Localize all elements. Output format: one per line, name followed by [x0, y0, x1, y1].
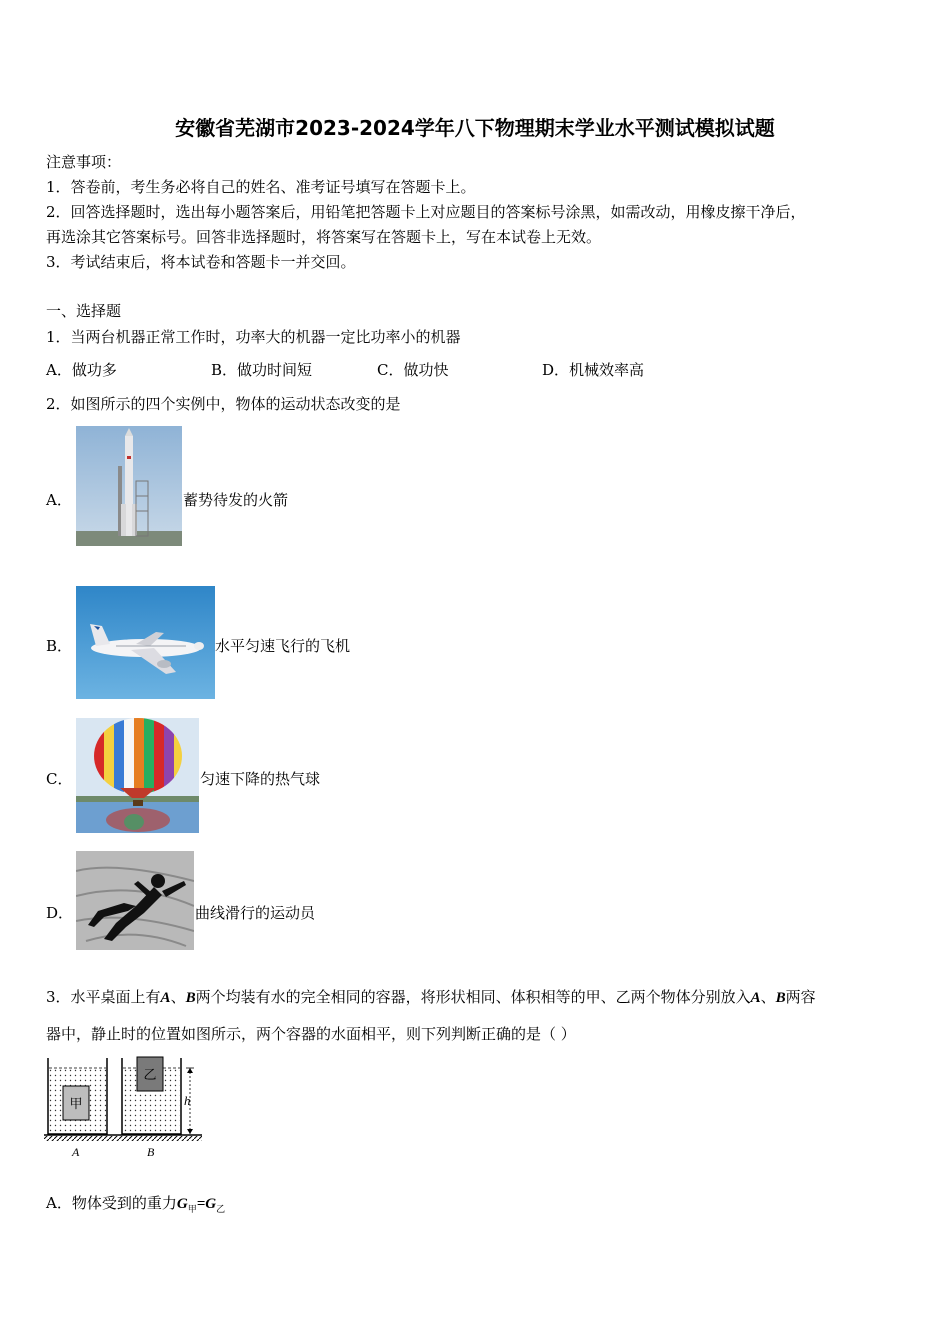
container-b-ref-2: B	[775, 990, 786, 1006]
container-a-label: A	[72, 1145, 80, 1159]
page-title: 安徽省芜湖市2023-2024学年八下物理期末学业水平测试模拟试题	[175, 116, 775, 140]
q3-separator-2: 、	[760, 988, 776, 1006]
q2-option-a-text: 蓄势待发的火箭	[183, 491, 289, 509]
airplane-image	[76, 586, 215, 699]
q2-option-d-text: 曲线滑行的运动员	[195, 904, 316, 922]
equals-sign: =	[196, 1196, 206, 1212]
gravity-subscript-yi: 乙	[216, 1205, 226, 1215]
q2-option-b-text: 水平匀速飞行的飞机	[215, 637, 351, 655]
q3-option-a-text: A．物体受到的重力	[46, 1194, 177, 1212]
skater-image	[76, 851, 194, 950]
q1-option-a: A．做功多	[46, 361, 117, 379]
gravity-symbol-2: G	[205, 1196, 217, 1212]
notice-item-3: 3．考试结束后，将本试卷和答题卡一并交回。	[46, 253, 356, 271]
q3-option-a	[46, 1194, 225, 1219]
container-a-ref-2: A	[750, 990, 761, 1006]
q2-stem: 2．如图所示的四个实例中，物体的运动状态改变的是	[46, 395, 401, 413]
q3-stem-line1	[46, 988, 816, 1007]
q1-stem: 1．当两台机器正常工作时，功率大的机器一定比功率小的机器	[46, 328, 461, 346]
object-yi-label: 乙	[143, 1068, 157, 1083]
container-b-ref: B	[185, 990, 196, 1006]
container-a-ref: A	[160, 990, 171, 1006]
q1-option-b: B．做功时间短	[211, 361, 313, 379]
gravity-subscript-jia: 甲	[187, 1205, 197, 1215]
notice-item-2-line1: 2．回答选择题时，选出每小题答案后，用铅笔把答题卡上对应题目的答案标号涂黑，如需改动，用橡皮擦干净后，	[46, 203, 806, 221]
hot-air-balloon-image	[76, 718, 199, 833]
q1-option-d: D．机械效率高	[542, 361, 645, 379]
q2-option-c-label: C．	[46, 770, 73, 788]
section-heading: 一、选择题	[46, 302, 122, 320]
q2-option-d-label: D．	[46, 904, 74, 922]
q2-option-a-label: A．	[46, 491, 72, 509]
notice-heading: 注意事项：	[46, 153, 122, 171]
q2-option-b-label: B．	[46, 637, 73, 655]
q2-option-c-text: 匀速下降的热气球	[200, 770, 321, 788]
rocket-image	[76, 426, 182, 546]
object-jia-label: 甲	[69, 1097, 83, 1112]
containers-figure	[44, 1054, 204, 1162]
q3-stem-part2: 两个均装有水的完全相同的容器，将形状相同、体积相等的甲、乙两个物体分别放入	[195, 988, 751, 1006]
gravity-symbol-1: G	[176, 1196, 188, 1212]
container-b-label: B	[147, 1145, 155, 1159]
notice-item-2-line2: 再选涂其它答案标号。回答非选择题时，将答案写在答题卡上，写在本试卷上无效。	[46, 228, 602, 246]
notice-item-1: 1．答卷前，考生务必将自己的姓名、准考证号填写在答题卡上。	[46, 178, 476, 196]
q3-stem-line2: 器中，静止时的位置如图所示，两个容器的水面相平，则下列判断正确的是（ ）	[46, 1025, 576, 1043]
q3-separator-1: 、	[170, 988, 186, 1006]
q3-stem-part1: 3．水平桌面上有	[46, 988, 161, 1006]
q3-stem-part3: 两容	[785, 988, 816, 1006]
height-label: h	[184, 1093, 191, 1108]
q1-option-c: C．做功快	[377, 361, 449, 379]
